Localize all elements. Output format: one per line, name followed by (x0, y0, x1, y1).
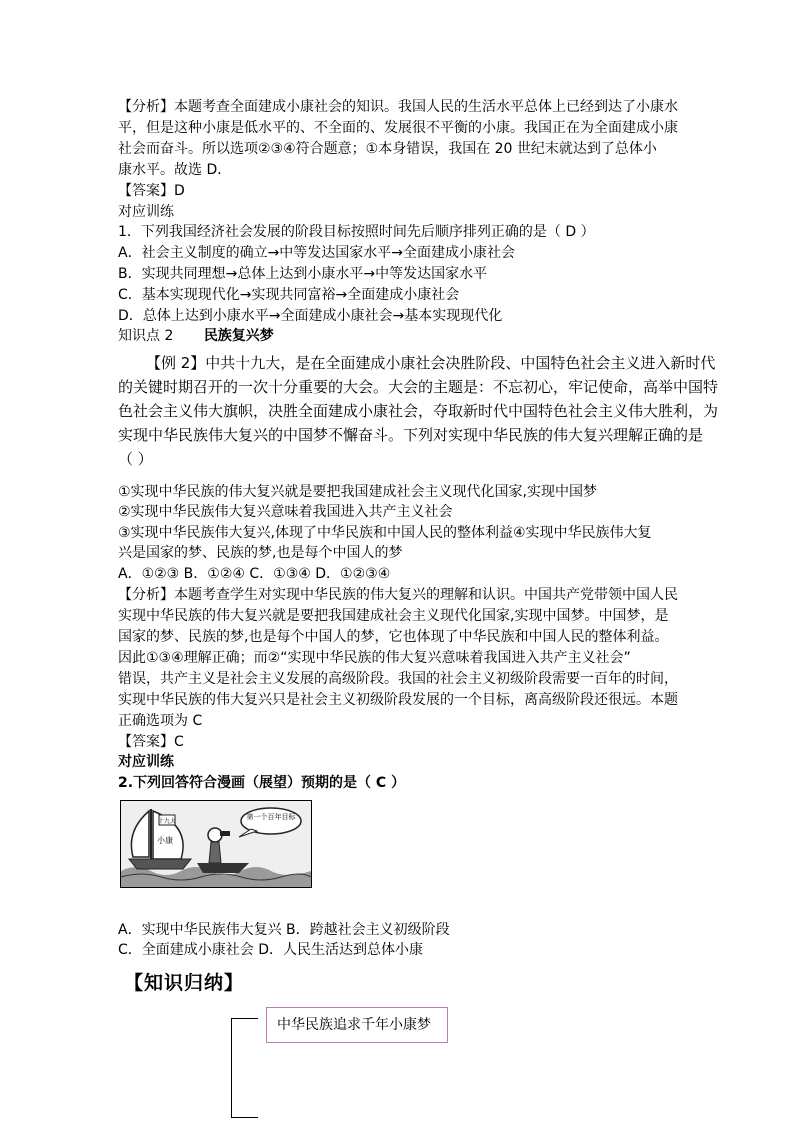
training1-option-d: D．总体上达到小康水平→全面建成小康社会→基本实现现代化 (118, 308, 503, 324)
statement-3: ③实现中华民族伟大复兴,体现了中华民族和中国人民的整体利益④实现中华民族伟大复 (118, 525, 652, 541)
cartoon-sign-text: 第一个百年目标 (246, 813, 296, 821)
example2-line-3: 色社会主义伟大旗帜，决胜全面建成小康社会，夺取新时代中国特色社会主义伟大胜利，为 (118, 402, 719, 420)
training1-question: 1．下列我国经济社会发展的阶段目标按照时间先后顺序排列正确的是（ D ） (118, 224, 595, 240)
training1-option-c: C．基本实现现代化→实现共同富裕→全面建成小康社会 (118, 287, 460, 303)
analysis2-answer: 【答案】C (118, 734, 184, 750)
summary-box: 中华民族追求千年小康梦 (266, 1007, 448, 1043)
cartoon-flag-text: 十九大 (157, 818, 177, 825)
analysis2-line-4: 因此①③④理解正确；而②“实现中华民族的伟大复兴意味着我国进入共产主义社会” (118, 650, 631, 666)
training1-title: 对应训练 (118, 204, 174, 220)
training2-question-text: 2.下列回答符合漫画（展望）预期的是（ C ） (118, 775, 406, 791)
bracket-top-line (231, 1018, 258, 1019)
analysis2-line-5: 错误，共产主义是社会主义发展的高级阶段。我国的社会主义初级阶段需要一百年的时间， (118, 671, 678, 687)
statement-1: ①实现中华民族的伟大复兴就是要把我国建成社会主义现代化国家,实现中国梦 (118, 484, 597, 500)
cartoon-image (120, 800, 312, 888)
training2-title: 对应训练 (118, 754, 174, 770)
bracket-bottom-line (231, 1117, 258, 1118)
training1-option-b: B．实现共同理想→总体上达到小康水平→中等发达国家水平 (118, 266, 488, 282)
example2-line-1: 【例 2】中共十九大，是在全面建成小康社会决胜阶段、中国特色社会主义进入新时代 (146, 354, 716, 372)
bracket-vertical-line (231, 1018, 232, 1118)
cartoon-sail-text: 小康 (157, 836, 173, 845)
analysis1-line-3: 社会而奋斗。所以选项②③④符合题意；①本身错误，我国在 20 世纪末就达到了总体小 (118, 141, 657, 157)
analysis2-line-7: 正确选项为 C (118, 713, 203, 729)
knowledge-point-2 (118, 326, 274, 346)
analysis1-line-4: 康水平。故选 D． (118, 162, 232, 178)
knowledge-point-title: 民族复兴梦 (203, 328, 274, 344)
example2-options: A．①②③ B．①②④ C．①③④ D．①②③④ (118, 566, 391, 582)
analysis2-line-6: 实现中华民族的伟大复兴只是社会主义初级阶段发展的一个目标，离高级阶段还很远。本题 (118, 692, 678, 708)
training2-option-line-1: A．实现中华民族伟大复兴 B．跨越社会主义初级阶段 (118, 922, 450, 938)
training2-option-line-2: C．全面建成小康社会 D．人民生活达到总体小康 (118, 942, 424, 958)
analysis1-line-2: 平，但是这种小康是低水平的、不全面的、发展很不平衡的小康。我国正在为全面建成小康 (118, 120, 678, 136)
example2-line-4: 实现中华民族伟大复兴的中国梦不懈奋斗。下列对实现中华民族的伟大复兴理解正确的是 (118, 426, 704, 444)
training1-option-a: A．社会主义制度的确立→中等发达国家水平→全面建成小康社会 (118, 245, 516, 261)
example2-line-2: 的关键时期召开的一次十分重要的大会。大会的主题是：不忘初心，牢记使命，高举中国特 (118, 378, 719, 396)
statement-2: ②实现中华民族伟大复兴意味着我国进入共产主义社会 (118, 504, 453, 520)
analysis1-line-1: 【分析】本题考查全面建成小康社会的知识。我国人民的生活水平总体上已经到达了小康水 (118, 99, 678, 115)
analysis2-line-1: 【分析】本题考查学生对实现中华民族的伟大复兴的理解和认识。中国共产党带领中国人民 (118, 587, 678, 603)
example2-blank: （ ） (118, 450, 153, 468)
cartoon-drawing (121, 801, 311, 887)
analysis2-line-3: 国家的梦、民族的梦,也是每个中国人的梦，它也体现了中华民族和中国人民的整体利益。 (118, 629, 669, 645)
training2-question (118, 773, 405, 793)
statement-4: 兴是国家的梦、民族的梦,也是每个中国人的梦 (118, 545, 403, 561)
analysis1-answer: 【答案】D (118, 183, 185, 199)
analysis2-line-2: 实现中华民族的伟大复兴就是要把我国建成社会主义现代化国家,实现中国梦。中国梦，是 (118, 608, 669, 624)
summary-heading: 【知识归纳】 (124, 972, 245, 994)
knowledge-point-label: 知识点 2 (118, 328, 174, 344)
